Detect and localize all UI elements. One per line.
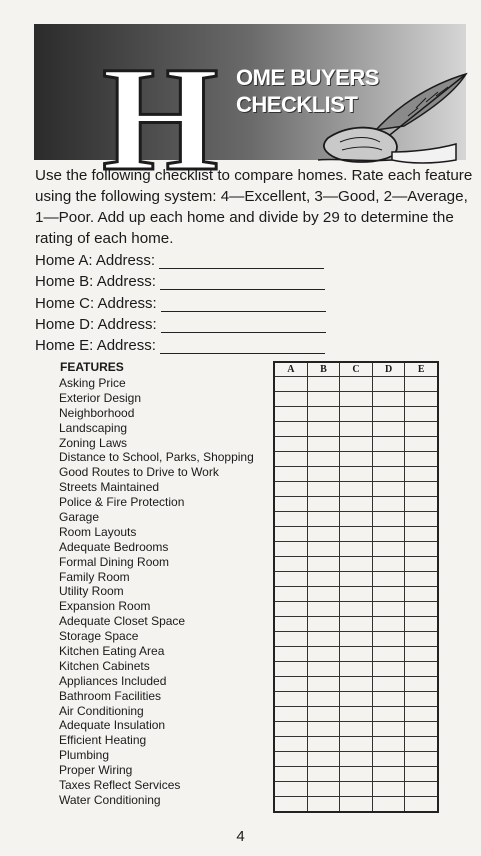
- rating-cell[interactable]: [372, 692, 405, 707]
- feature-item: Appliances Included: [59, 673, 167, 688]
- rating-cell[interactable]: [274, 407, 307, 422]
- rating-cell[interactable]: [372, 602, 405, 617]
- home-label: Home C: Address:: [35, 294, 157, 312]
- grid-row: [274, 557, 438, 572]
- rating-cell[interactable]: [405, 512, 438, 527]
- home-b-row: [35, 269, 326, 290]
- rating-cell[interactable]: [405, 422, 438, 437]
- feature-item: Adequate Bedrooms: [59, 539, 169, 554]
- rating-cell[interactable]: [405, 452, 438, 467]
- rating-cell[interactable]: [274, 797, 307, 813]
- address-blank-line: [161, 318, 326, 333]
- rating-cell[interactable]: [274, 572, 307, 587]
- rating-cell[interactable]: [372, 632, 405, 647]
- rating-cell[interactable]: [274, 752, 307, 767]
- rating-cell[interactable]: [372, 647, 405, 662]
- column-header-b: B: [307, 362, 340, 377]
- rating-cell[interactable]: [274, 587, 307, 602]
- grid-row: [274, 707, 438, 722]
- rating-cell[interactable]: [307, 572, 340, 587]
- feature-item: Bathroom Facilities: [59, 688, 162, 703]
- rating-cell[interactable]: [405, 482, 438, 497]
- rating-cell[interactable]: [274, 707, 307, 722]
- rating-cell[interactable]: [405, 632, 438, 647]
- initial-letter: H: [102, 36, 219, 202]
- rating-cell[interactable]: [307, 467, 340, 482]
- rating-cell[interactable]: [340, 617, 373, 632]
- page-number: 4: [236, 828, 245, 845]
- grid-row: [274, 752, 438, 767]
- rating-cell[interactable]: [405, 692, 438, 707]
- rating-cell[interactable]: [274, 617, 307, 632]
- rating-cell[interactable]: [307, 662, 340, 677]
- rating-cell[interactable]: [372, 797, 405, 813]
- rating-cell[interactable]: [307, 722, 340, 737]
- rating-cell[interactable]: [372, 677, 405, 692]
- feature-item: Streets Maintained: [59, 480, 160, 495]
- rating-cell[interactable]: [405, 377, 438, 392]
- rating-cell[interactable]: [340, 392, 373, 407]
- rating-cell[interactable]: [340, 602, 373, 617]
- rating-cell[interactable]: [372, 392, 405, 407]
- rating-cell[interactable]: [372, 437, 405, 452]
- column-header-a: A: [274, 362, 307, 377]
- column-header-c: C: [340, 362, 373, 377]
- rating-cell[interactable]: [405, 407, 438, 422]
- rating-cell[interactable]: [405, 707, 438, 722]
- feature-item: Proper Wiring: [59, 763, 133, 778]
- rating-cell[interactable]: [307, 752, 340, 767]
- grid-row: [274, 677, 438, 692]
- rating-cell[interactable]: [307, 392, 340, 407]
- feature-item: Plumbing: [59, 748, 110, 763]
- grid-row: [274, 782, 438, 797]
- rating-cell[interactable]: [274, 377, 307, 392]
- grid-row: [274, 407, 438, 422]
- rating-cell[interactable]: [340, 557, 373, 572]
- rating-cell[interactable]: [372, 752, 405, 767]
- feature-item: Expansion Room: [59, 599, 151, 614]
- grid-row: [274, 692, 438, 707]
- rating-cell[interactable]: [372, 452, 405, 467]
- home-d-row: [35, 312, 326, 333]
- feature-item: Distance to School, Parks, Shopping: [59, 450, 254, 465]
- rating-cell[interactable]: [405, 782, 438, 797]
- rating-cell[interactable]: [274, 512, 307, 527]
- rating-cell[interactable]: [372, 587, 405, 602]
- feature-item: Family Room: [59, 569, 130, 584]
- rating-cell[interactable]: [340, 497, 373, 512]
- rating-cell[interactable]: [340, 647, 373, 662]
- grid-row: [274, 722, 438, 737]
- rating-cell[interactable]: [307, 497, 340, 512]
- rating-cell[interactable]: [307, 677, 340, 692]
- rating-cell[interactable]: [307, 617, 340, 632]
- home-label: Home E: Address:: [35, 336, 156, 354]
- grid-row: [274, 482, 438, 497]
- rating-cell[interactable]: [307, 377, 340, 392]
- rating-cell[interactable]: [405, 557, 438, 572]
- grid-row: [274, 767, 438, 782]
- rating-cell[interactable]: [340, 422, 373, 437]
- grid-row: [274, 647, 438, 662]
- rating-cell[interactable]: [340, 692, 373, 707]
- rating-cell[interactable]: [274, 527, 307, 542]
- rating-cell[interactable]: [372, 737, 405, 752]
- rating-cell[interactable]: [274, 722, 307, 737]
- rating-cell[interactable]: [340, 797, 373, 813]
- rating-cell[interactable]: [274, 677, 307, 692]
- rating-cell[interactable]: [405, 602, 438, 617]
- rating-cell[interactable]: [307, 767, 340, 782]
- feature-item: Adequate Insulation: [59, 718, 166, 733]
- rating-cell[interactable]: [274, 437, 307, 452]
- rating-cell[interactable]: [274, 737, 307, 752]
- rating-cell[interactable]: [274, 392, 307, 407]
- rating-cell[interactable]: [372, 572, 405, 587]
- rating-cell[interactable]: [307, 782, 340, 797]
- rating-cell[interactable]: [307, 482, 340, 497]
- rating-cell[interactable]: [372, 617, 405, 632]
- grid-row: [274, 527, 438, 542]
- title-line-2: CHECKLIST: [236, 92, 358, 117]
- rating-cell[interactable]: [307, 542, 340, 557]
- rating-cell[interactable]: [340, 482, 373, 497]
- rating-cell[interactable]: [307, 527, 340, 542]
- feature-item: Asking Price: [59, 376, 126, 390]
- feature-item: Taxes Reflect Services: [59, 778, 181, 793]
- feature-item: Air Conditioning: [59, 703, 144, 718]
- rating-cell[interactable]: [340, 572, 373, 587]
- grid-row: [274, 437, 438, 452]
- rating-cell[interactable]: [405, 677, 438, 692]
- rating-cell[interactable]: [307, 407, 340, 422]
- rating-cell[interactable]: [340, 377, 373, 392]
- rating-cell[interactable]: [405, 392, 438, 407]
- grid-row: [274, 632, 438, 647]
- rating-cell[interactable]: [372, 662, 405, 677]
- rating-cell[interactable]: [340, 512, 373, 527]
- rating-cell[interactable]: [405, 527, 438, 542]
- rating-cell[interactable]: [372, 722, 405, 737]
- rating-cell[interactable]: [340, 707, 373, 722]
- feature-item: Police & Fire Protection: [59, 495, 185, 510]
- grid-row: [274, 602, 438, 617]
- address-blank-line: [161, 297, 326, 312]
- rating-cell[interactable]: [307, 602, 340, 617]
- rating-cell[interactable]: [372, 767, 405, 782]
- grid-row: [274, 587, 438, 602]
- rating-cell[interactable]: [340, 407, 373, 422]
- grid-row: [274, 662, 438, 677]
- instructions-text: Use the following checklist to compare homes. Rate each feature using the following system: 4—Excellent, 3—Good, 2—Average, 1—Poor. Add up each home and divide by 29 to determine the rating of each home.: [35, 167, 473, 247]
- grid-row: [274, 737, 438, 752]
- feature-item: Garage: [59, 510, 100, 525]
- rating-cell[interactable]: [274, 422, 307, 437]
- rating-cell[interactable]: [274, 782, 307, 797]
- feature-item: Kitchen Cabinets: [59, 658, 150, 673]
- rating-cell[interactable]: [274, 632, 307, 647]
- rating-cell[interactable]: [405, 647, 438, 662]
- rating-cell[interactable]: [372, 707, 405, 722]
- grid-row: [274, 422, 438, 437]
- rating-cell[interactable]: [274, 482, 307, 497]
- rating-cell[interactable]: [274, 767, 307, 782]
- rating-cell[interactable]: [307, 632, 340, 647]
- rating-cell[interactable]: [405, 662, 438, 677]
- title-line-1: OME BUYERS: [236, 65, 379, 90]
- rating-grid: [273, 361, 439, 813]
- rating-cell[interactable]: [372, 422, 405, 437]
- feature-item: Efficient Heating: [59, 733, 147, 748]
- address-blank-line: [160, 275, 325, 290]
- rating-cell[interactable]: [307, 437, 340, 452]
- grid-row: [274, 572, 438, 587]
- rating-cell[interactable]: [405, 617, 438, 632]
- grid-row: [274, 392, 438, 407]
- header-banner: [34, 24, 466, 202]
- rating-cell[interactable]: [340, 677, 373, 692]
- feature-item: Utility Room: [59, 584, 124, 599]
- rating-cell[interactable]: [372, 542, 405, 557]
- rating-cell[interactable]: [405, 797, 438, 813]
- rating-cell[interactable]: [274, 647, 307, 662]
- column-header-e: E: [405, 362, 438, 377]
- feature-item: Formal Dining Room: [59, 554, 170, 569]
- quill-hand-illustration: [316, 68, 476, 168]
- rating-cell[interactable]: [274, 602, 307, 617]
- rating-cell[interactable]: [340, 662, 373, 677]
- rating-cell[interactable]: [340, 632, 373, 647]
- rating-cell[interactable]: [307, 797, 340, 813]
- feature-item: Good Routes to Drive to Work: [59, 465, 219, 480]
- rating-cell[interactable]: [274, 452, 307, 467]
- grid-row: [274, 377, 438, 392]
- rating-cell[interactable]: [372, 527, 405, 542]
- rating-cell[interactable]: [274, 557, 307, 572]
- grid-header-row: [274, 362, 438, 377]
- rating-cell[interactable]: [340, 587, 373, 602]
- rating-cell[interactable]: [274, 692, 307, 707]
- grid-row: [274, 497, 438, 512]
- home-e-row: [35, 333, 326, 354]
- rating-cell[interactable]: [372, 482, 405, 497]
- rating-cell[interactable]: [307, 707, 340, 722]
- home-c-row: [35, 290, 326, 311]
- feature-item: Room Layouts: [59, 524, 137, 539]
- rating-cell[interactable]: [307, 422, 340, 437]
- rating-cell[interactable]: [274, 467, 307, 482]
- rating-cell[interactable]: [340, 752, 373, 767]
- rating-cell[interactable]: [307, 692, 340, 707]
- rating-cell[interactable]: [307, 557, 340, 572]
- rating-cell[interactable]: [372, 497, 405, 512]
- rating-cell[interactable]: [405, 722, 438, 737]
- address-blank-line: [160, 339, 325, 354]
- features-list: [59, 376, 254, 808]
- rating-cell[interactable]: [405, 467, 438, 482]
- rating-cell[interactable]: [340, 722, 373, 737]
- rating-cell[interactable]: [372, 407, 405, 422]
- rating-cell[interactable]: [340, 542, 373, 557]
- rating-cell[interactable]: [307, 647, 340, 662]
- rating-cell[interactable]: [307, 512, 340, 527]
- rating-cell[interactable]: [405, 572, 438, 587]
- feature-item: Adequate Closet Space: [59, 614, 186, 629]
- rating-cell[interactable]: [274, 497, 307, 512]
- rating-cell[interactable]: [405, 437, 438, 452]
- rating-cell[interactable]: [340, 767, 373, 782]
- grid-row: [274, 512, 438, 527]
- features-heading: FEATURES: [60, 360, 124, 374]
- grid-row: [274, 452, 438, 467]
- rating-cell[interactable]: [372, 377, 405, 392]
- feature-item: Water Conditioning: [59, 792, 161, 807]
- feature-item: Exterior Design: [59, 390, 142, 405]
- rating-cell[interactable]: [340, 452, 373, 467]
- rating-cell[interactable]: [372, 467, 405, 482]
- rating-cell[interactable]: [372, 557, 405, 572]
- rating-cell[interactable]: [405, 587, 438, 602]
- address-blank-line: [159, 254, 324, 269]
- grid-row: [274, 797, 438, 813]
- rating-cell[interactable]: [274, 542, 307, 557]
- rating-cell[interactable]: [340, 437, 373, 452]
- rating-cell[interactable]: [307, 737, 340, 752]
- home-label: Home D: Address:: [35, 315, 157, 333]
- rating-cell[interactable]: [405, 767, 438, 782]
- feature-item: Neighborhood: [59, 405, 135, 420]
- rating-cell[interactable]: [405, 497, 438, 512]
- feature-item: Zoning Laws: [59, 435, 128, 450]
- rating-cell[interactable]: [340, 467, 373, 482]
- home-label: Home B: Address:: [35, 273, 156, 291]
- feature-item: Storage Space: [59, 629, 139, 644]
- rating-cell[interactable]: [405, 737, 438, 752]
- home-label: Home A: Address:: [35, 252, 156, 270]
- rating-cell[interactable]: [307, 452, 340, 467]
- column-header-d: D: [372, 362, 405, 377]
- rating-cell[interactable]: [405, 542, 438, 557]
- rating-cell[interactable]: [372, 512, 405, 527]
- rating-cell[interactable]: [340, 737, 373, 752]
- rating-cell[interactable]: [274, 662, 307, 677]
- grid-row: [274, 467, 438, 482]
- grid-row: [274, 617, 438, 632]
- feature-item: Kitchen Eating Area: [59, 644, 165, 659]
- home-a-row: [35, 248, 326, 269]
- home-address-list: [35, 248, 326, 354]
- grid-row: [274, 542, 438, 557]
- rating-cell[interactable]: [405, 752, 438, 767]
- rating-cell[interactable]: [340, 527, 373, 542]
- rating-cell[interactable]: [307, 587, 340, 602]
- rating-cell[interactable]: [340, 782, 373, 797]
- rating-cell[interactable]: [372, 782, 405, 797]
- feature-item: Landscaping: [59, 420, 128, 435]
